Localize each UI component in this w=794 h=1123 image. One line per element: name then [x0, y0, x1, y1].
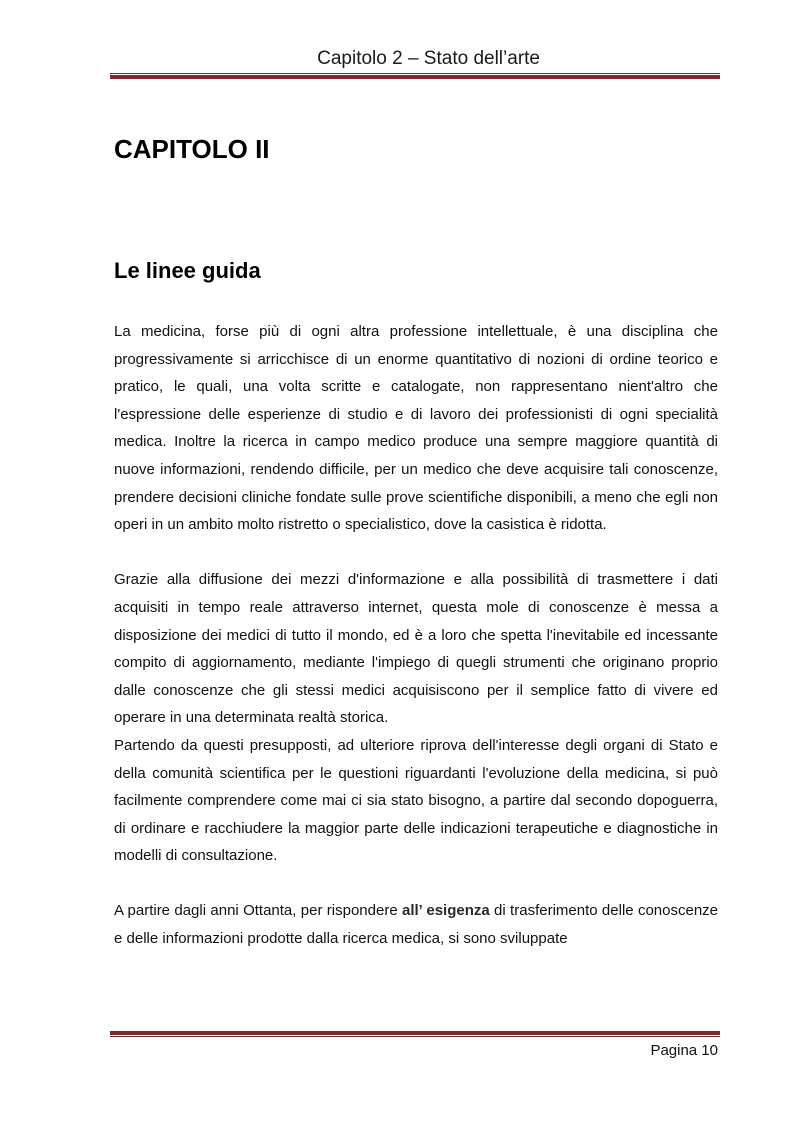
- paragraph-4-start: A partire dagli anni Ottanta, per rispondere: [114, 902, 402, 920]
- footer-rule-thick: [110, 1031, 720, 1035]
- body-text: [114, 318, 718, 953]
- header-rule: [110, 73, 720, 80]
- running-header: Capitolo 2 – Stato dell’arte: [317, 48, 540, 69]
- paragraph-1: La medicina, forse più di ogni altra professione intellettuale, è una disciplina che progressivamente si arricchisce di un enorme quantitativo di nozioni di ordine teorico e pratico, le quali, una volta scritte e catalogate, non rappresentano nient'altro che l'espressione delle esperienze di studio e di lavoro dei professionisti di ogni specialità medica. Inoltre la ricerca in campo medico produce una sempre maggiore quantità di nuove informazioni, rendendo difficile, per un medico che deve acquisire tali conoscenze, prendere decisioni cliniche fondate sulle prove scientifiche disponibili, a meno che egli non operi in un ambito molto ristretto o specialistico, dove la casistica è ridotta.: [114, 323, 718, 534]
- footer-rule-thin: [110, 1036, 720, 1037]
- section-title: Le linee guida: [114, 258, 261, 283]
- paragraph-4: [114, 897, 718, 952]
- header-rule-thin: [110, 73, 720, 74]
- chapter-title: CAPITOLO II: [114, 134, 270, 164]
- page-number: Pagina 10: [650, 1042, 718, 1059]
- paragraph-2: Grazie alla diffusione dei mezzi d'informazione e alla possibilità di trasmettere i dati acquisiti in tempo reale attraverso internet, questa mole di conoscenze è messa a disposizione dei medici di tutto il mondo, ed è a loro che spetta l'inevitabile ed incessante compito di aggiornamento, mediante l'impiego di quegli strumenti che originano proprio dalle conoscenze che gli stessi medici acquisiscono per il semplice fatto di vivere ed operare in una determinata realtà storica.: [114, 571, 718, 727]
- paragraph-3: Partendo da questi presupposti, ad ulteriore riprova dell'interesse degli organi di Stato e della comunità scientifica per le questioni riguardanti l'evoluzione della medicina, si può facilmente comprendere come mai ci sia stato bisogno, a partire dal secondo dopoguerra, di ordinare e racchiudere la maggior parte delle indicazioni terapeutiche e diagnostiche in modelli di consultazione.: [114, 736, 718, 865]
- header-rule-thick: [110, 75, 720, 79]
- paragraph-4-emphasis: all’ esigenza: [402, 902, 490, 920]
- footer-rule: [110, 1031, 720, 1038]
- paragraph-4-end: di trasferimento delle conoscenze e delle informazioni prodotte dalla ricerca medica, si sono sviluppate: [114, 902, 719, 948]
